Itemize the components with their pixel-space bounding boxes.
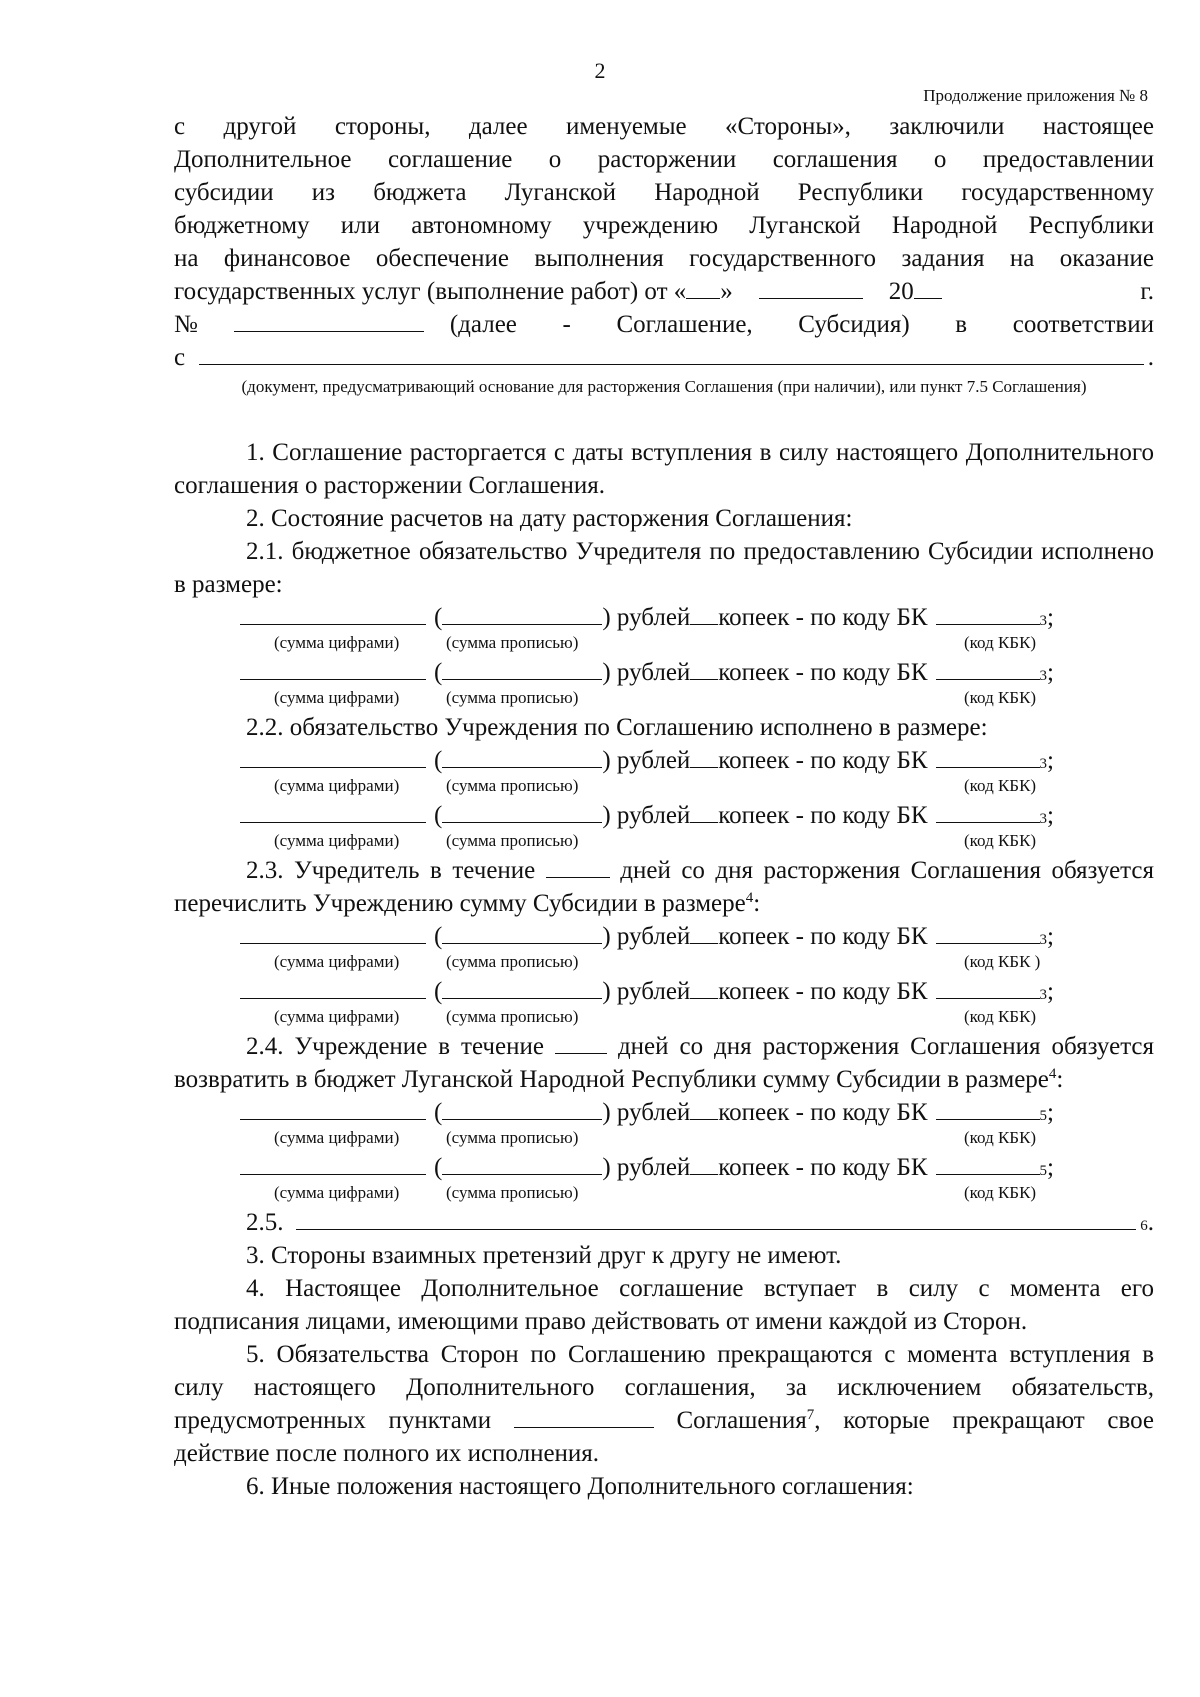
semicolon: ; bbox=[1047, 1099, 1054, 1126]
caption-digits: (сумма цифрами) bbox=[274, 1183, 400, 1202]
payment-group-2-2 bbox=[174, 744, 1154, 854]
sum-digits-field[interactable] bbox=[240, 1152, 426, 1175]
kbk-field[interactable] bbox=[936, 657, 1040, 680]
intro-text: г. bbox=[1140, 278, 1154, 305]
rubles-label: ) рублей bbox=[602, 923, 691, 950]
caption-words: (сумма прописью) bbox=[446, 776, 579, 795]
caption-words: (сумма прописью) bbox=[446, 1183, 579, 1202]
month-field[interactable] bbox=[759, 276, 863, 299]
kopecks-label: копеек - по коду БК bbox=[718, 604, 928, 631]
intro-line: на финансовое обеспечение выполнения государственного задания на оказание bbox=[174, 245, 1154, 272]
payment-captions bbox=[174, 832, 1154, 854]
payment-line: ( ) рублей копеек - по коду БК 3 ; bbox=[174, 975, 1154, 1008]
payment-group-2-3 bbox=[174, 920, 1154, 1030]
paragraph-2-2: 2.2. обязательство Учреждения по Соглашению исполнено в размере: bbox=[246, 714, 988, 741]
kopecks-label: копеек - по коду БК bbox=[718, 978, 928, 1005]
open-paren: ( bbox=[434, 747, 443, 774]
caption-kbk: (код КБК) bbox=[964, 776, 1037, 795]
payment-captions bbox=[174, 1184, 1154, 1206]
kbk-field[interactable] bbox=[936, 800, 1040, 823]
intro-number-line bbox=[174, 308, 1154, 341]
agreement-number-field[interactable] bbox=[234, 309, 424, 332]
days-field[interactable] bbox=[555, 1031, 607, 1054]
sum-digits-field[interactable] bbox=[240, 657, 426, 680]
footnote-mark: 4 bbox=[1048, 1066, 1057, 1082]
payment-captions bbox=[174, 777, 1154, 799]
kopecks-field[interactable] bbox=[690, 1097, 718, 1120]
caption-kbk: (код КБК) bbox=[964, 688, 1037, 707]
semicolon: ; bbox=[1047, 1154, 1054, 1181]
days-field[interactable] bbox=[546, 855, 610, 878]
kopecks-label: копеек - по коду БК bbox=[718, 1154, 928, 1181]
open-paren: ( bbox=[434, 978, 443, 1005]
semicolon: ; bbox=[1047, 923, 1054, 950]
payment-line: ( ) рублей копеек - по коду БК 3 ; bbox=[174, 920, 1154, 953]
kopecks-field[interactable] bbox=[690, 1152, 718, 1175]
day-field[interactable] bbox=[686, 276, 720, 299]
intro-text: . bbox=[1147, 344, 1154, 371]
sum-words-field[interactable] bbox=[442, 602, 602, 625]
caption-kbk: (код КБК ) bbox=[964, 952, 1041, 971]
payment-captions bbox=[174, 1008, 1154, 1030]
intro-text: » bbox=[720, 278, 733, 305]
open-paren: ( bbox=[434, 604, 443, 631]
paragraph-5 bbox=[174, 1338, 1154, 1470]
kopecks-label: копеек - по коду БК bbox=[718, 659, 928, 686]
p24-text: 2.4. Учреждение в течение bbox=[246, 1033, 544, 1060]
caption-digits: (сумма цифрами) bbox=[274, 776, 400, 795]
caption-words: (сумма прописью) bbox=[446, 1007, 579, 1026]
paragraph-2-3 bbox=[174, 854, 1154, 920]
open-paren: ( bbox=[434, 1154, 443, 1181]
intro-text: государственных услуг (выполнение работ) от « bbox=[174, 278, 687, 305]
p5-text: , которые прекращают свое действие после полного их исполнения. bbox=[174, 1407, 1155, 1467]
semicolon: ; bbox=[1047, 802, 1054, 829]
caption-words: (сумма прописью) bbox=[446, 688, 579, 707]
intro-basis-line bbox=[174, 341, 1154, 374]
kopecks-field[interactable] bbox=[690, 921, 718, 944]
payment-captions bbox=[174, 1129, 1154, 1151]
intro-text: с bbox=[174, 344, 186, 371]
caption-kbk: (код КБК) bbox=[964, 633, 1037, 652]
sum-digits-field[interactable] bbox=[240, 602, 426, 625]
p25-label: 2.5. bbox=[246, 1209, 284, 1236]
paragraph-2-1: 2.1. бюджетное обязательство Учредителя по предоставлению Субсидии исполнено в размере: bbox=[174, 538, 1154, 598]
footnote-mark: 4 bbox=[745, 890, 754, 906]
paragraph-1: 1. Соглашение расторгается с даты вступления в силу настоящего Дополнительного соглашения о расторжении Соглашения. bbox=[174, 439, 1154, 499]
kbk-field[interactable] bbox=[936, 976, 1040, 999]
intro-line: субсидии из бюджета Луганской Народной Республики государственному bbox=[174, 179, 1154, 206]
payment-line: ( ) рублей копеек - по коду БК 5 ; bbox=[174, 1151, 1154, 1184]
caption-digits: (сумма цифрами) bbox=[274, 688, 400, 707]
kbk-field[interactable] bbox=[936, 921, 1040, 944]
sum-words-field[interactable] bbox=[442, 1097, 602, 1120]
paragraph-2-5: 2.5. 6 . bbox=[174, 1206, 1154, 1239]
p23-text: : bbox=[753, 890, 761, 917]
kbk-field[interactable] bbox=[936, 1152, 1040, 1175]
sum-words-field[interactable] bbox=[442, 657, 602, 680]
year-field[interactable] bbox=[914, 276, 942, 299]
sum-digits-field[interactable] bbox=[240, 1097, 426, 1120]
payment-captions bbox=[174, 689, 1154, 711]
intro-line: Дополнительное соглашение о расторжении соглашения о предоставлении bbox=[174, 146, 1154, 173]
payment-line: ( ) рублей копеек - по коду БК 5 ; bbox=[174, 1096, 1154, 1129]
open-paren: ( bbox=[434, 1099, 443, 1126]
intro-text: (далее - Соглашение, Субсидия) в соответствии bbox=[449, 311, 1154, 338]
intro-text: № bbox=[174, 311, 198, 338]
rubles-label: ) рублей bbox=[602, 1154, 691, 1181]
p23-text: 2.3. Учредитель в течение bbox=[246, 857, 536, 884]
caption-kbk: (код КБК) bbox=[964, 831, 1037, 850]
sum-digits-field[interactable] bbox=[240, 921, 426, 944]
p5-text: Соглашения bbox=[676, 1407, 807, 1434]
rubles-label: ) рублей bbox=[602, 604, 691, 631]
paragraph-2: 2. Состояние расчетов на дату расторжения Соглашения: bbox=[246, 505, 853, 532]
sum-words-field[interactable] bbox=[442, 800, 602, 823]
kopecks-field[interactable] bbox=[690, 745, 718, 768]
kopecks-label: копеек - по коду БК bbox=[718, 802, 928, 829]
semicolon: ; bbox=[1047, 604, 1054, 631]
kbk-field[interactable] bbox=[936, 1097, 1040, 1120]
payment-group-2-4 bbox=[174, 1096, 1154, 1206]
caption-kbk: (код КБК) bbox=[964, 1128, 1037, 1147]
payment-line: ( ) рублей копеек - по коду БК 3 ; bbox=[174, 744, 1154, 777]
rubles-label: ) рублей bbox=[602, 659, 691, 686]
rubles-label: ) рублей bbox=[602, 978, 691, 1005]
open-paren: ( bbox=[434, 659, 443, 686]
page-number: 2 bbox=[594, 58, 606, 83]
sum-words-field[interactable] bbox=[442, 976, 602, 999]
caption-digits: (сумма цифрами) bbox=[274, 633, 400, 652]
payment-line: ( ) рублей копеек - по коду БК 3 ; bbox=[174, 799, 1154, 832]
payment-line: ( ) рублей копеек - по коду БК 3 ; bbox=[174, 601, 1154, 634]
semicolon: ; bbox=[1047, 659, 1054, 686]
caption-words: (сумма прописью) bbox=[446, 1128, 579, 1147]
kopecks-field[interactable] bbox=[690, 657, 718, 680]
paragraph-2-4 bbox=[174, 1030, 1154, 1096]
other-field[interactable] bbox=[296, 1207, 1137, 1230]
rubles-label: ) рублей bbox=[602, 747, 691, 774]
caption-digits: (сумма цифрами) bbox=[274, 1128, 400, 1147]
caption-digits: (сумма цифрами) bbox=[274, 1007, 400, 1026]
rubles-label: ) рублей bbox=[602, 1099, 691, 1126]
basis-field[interactable] bbox=[199, 342, 1144, 365]
footnote-mark: 7 bbox=[806, 1407, 815, 1423]
caption-words: (сумма прописью) bbox=[446, 633, 579, 652]
sum-words-field[interactable] bbox=[442, 1152, 602, 1175]
sum-digits-field[interactable] bbox=[240, 745, 426, 768]
p24-text: : bbox=[1056, 1066, 1064, 1093]
p25-end: . bbox=[1147, 1209, 1154, 1236]
paragraph-3: 3. Стороны взаимных претензий друг к другу не имеют. bbox=[246, 1242, 842, 1269]
payment-group-2-1 bbox=[174, 601, 1154, 711]
kopecks-label: копеек - по коду БК bbox=[718, 747, 928, 774]
kopecks-field[interactable] bbox=[690, 976, 718, 999]
kbk-field[interactable] bbox=[936, 745, 1040, 768]
open-paren: ( bbox=[434, 802, 443, 829]
intro-line: бюджетному или автономному учреждению Луганской Народной Республики bbox=[174, 212, 1154, 239]
caption-words: (сумма прописью) bbox=[446, 952, 579, 971]
caption-digits: (сумма цифрами) bbox=[274, 831, 400, 850]
sum-words-field[interactable] bbox=[442, 921, 602, 944]
basis-caption: (документ, предусматривающий основание для расторжения Соглашения (при наличии), или пункт 7.5 Соглашения) bbox=[241, 377, 1087, 396]
sum-words-field[interactable] bbox=[442, 745, 602, 768]
paragraph-6: 6. Иные положения настоящего Дополнительного соглашения: bbox=[246, 1473, 914, 1500]
document-body bbox=[174, 110, 1154, 1503]
payment-line: ( ) рублей копеек - по коду БК 3 ; bbox=[174, 656, 1154, 689]
caption-words: (сумма прописью) bbox=[446, 831, 579, 850]
payment-captions bbox=[174, 634, 1154, 656]
payment-captions bbox=[174, 953, 1154, 975]
intro-text: 20 bbox=[888, 278, 914, 305]
p24-text: дней со дня расторжения Соглашения обязуется возвратить в бюджет Луганской Народной Республики сумму Субсидии в размере bbox=[174, 1033, 1155, 1093]
paragraph-4: 4. Настоящее Дополнительное соглашение вступает в силу с момента его подписания лицами, имеющими право действовать от имени каждой из Сторон. bbox=[174, 1275, 1154, 1335]
intro-date-line bbox=[174, 275, 1154, 308]
clauses-field[interactable] bbox=[514, 1405, 654, 1428]
p23-text: дней со дня расторжения Соглашения обязуется перечислить Учреждению сумму Субсидии в размере bbox=[174, 857, 1154, 917]
kbk-field[interactable] bbox=[936, 602, 1040, 625]
kopecks-label: копеек - по коду БК bbox=[718, 1099, 928, 1126]
caption-kbk: (код КБК) bbox=[964, 1007, 1037, 1026]
caption-kbk: (код КБК) bbox=[964, 1183, 1037, 1202]
semicolon: ; bbox=[1047, 747, 1054, 774]
semicolon: ; bbox=[1047, 978, 1054, 1005]
kopecks-field[interactable] bbox=[690, 800, 718, 823]
kopecks-label: копеек - по коду БК bbox=[718, 923, 928, 950]
caption-digits: (сумма цифрами) bbox=[274, 952, 400, 971]
open-paren: ( bbox=[434, 923, 443, 950]
sum-digits-field[interactable] bbox=[240, 800, 426, 823]
continuation-note: Продолжение приложения № 8 bbox=[923, 86, 1148, 105]
kopecks-field[interactable] bbox=[690, 602, 718, 625]
p5-text: 5. Обязательства Сторон по Соглашению прекращаются с момента вступления в силу настоящего Дополнительного соглашения, за исключением обязательств, предусмотренных пунктами bbox=[174, 1341, 1154, 1434]
sum-digits-field[interactable] bbox=[240, 976, 426, 999]
intro-line: с другой стороны, далее именуемые «Стороны», заключили настоящее bbox=[174, 113, 1154, 140]
rubles-label: ) рублей bbox=[602, 802, 691, 829]
